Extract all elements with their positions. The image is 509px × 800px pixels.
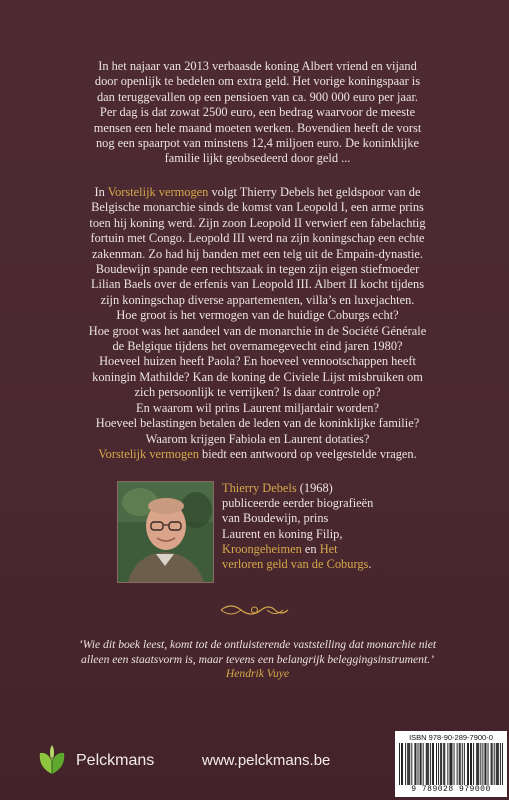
publisher-name: Pelckmans [76,752,155,769]
barcode-bar [491,743,492,785]
body-line: zich persoonlijk te verrijken? Is daar controle op? [134,385,381,400]
author-and: en [301,541,320,556]
author-bio [222,481,422,572]
barcode-bar [408,743,409,785]
barcode-bar [498,743,499,785]
barcode-bar [432,743,433,785]
barcode-bar [427,743,428,785]
intro-line: familie lijkt geobsedeerd door geld ... [164,151,351,166]
barcode-bar [476,743,477,785]
barcode-digits: 9 789028 979000 [411,785,491,794]
author-photo [117,481,214,583]
barcode-bar [482,743,483,785]
body-line: Hoe groot was het aandeel van de monarchie in de Société Générale [88,323,427,338]
barcode-bar [449,743,450,785]
barcode-bar [402,743,403,785]
review-quote [60,638,455,682]
body-line: toen hij koning werd. Zijn zoon Leopold II verwierf een fabelachtig [89,215,426,230]
author-line [222,481,422,496]
barcode-bar [459,743,460,785]
barcode-bar [494,743,495,785]
intro-line: In het najaar van 2013 verbaasde koning Albert vriend en vijand [98,59,417,73]
isbn-barcode-box [395,731,507,797]
author-year: (1968) [296,481,333,495]
barcode-bar [441,743,442,785]
barcode-bar [470,743,471,785]
body-line: En waarom wil prins Laurent miljardair worden? [136,400,379,415]
barcode-bar [496,743,497,785]
quote-line: ‘Wie dit boek leest, komt tot de ontluisterende vaststelling dat monarchie niet [78,638,437,651]
barcode-icon [399,743,503,785]
barcode-bar [502,743,503,785]
flourish-ornament-icon [217,599,292,621]
barcode-bar [409,743,410,785]
barcode-bar [480,743,481,785]
barcode-bar [428,743,429,785]
barcode-bar [421,743,422,785]
body-in: In [94,185,108,199]
barcode-bar [488,743,489,785]
barcode-bar [473,743,474,785]
barcode-bar [471,743,472,785]
barcode-bar [433,743,434,785]
barcode-bar [440,743,441,785]
barcode-bar [478,743,479,785]
author-line: Laurent en koning Filip, [222,526,343,541]
barcode-bar [407,743,408,785]
quote-line: alleen een staatsvorm is, maar tevens een belangrijk beleggingsinstrument.’ [81,652,434,666]
intro-line: door openlijk te bedelen om extra geld. Het vorige koningspaar is [94,74,421,89]
author-line: van Boudewijn, prins [222,511,329,526]
quote-attribution: Hendrik Vuye [225,667,290,681]
barcode-bar [444,743,445,785]
body-line: fortuin met Congo. Leopold III werd na zijn koningschap een echte [90,231,425,246]
body-line: Belgische monarchie sinds de komst van Leopold I, een arme prins [91,200,424,215]
barcode-bar [462,743,463,785]
isbn-label: ISBN 978-90-289-7900-0 [409,733,493,742]
body-line: Boudewijn spande een rechtszaak in tegen zijn eigen stiefmoeder [95,262,420,277]
barcode-bar [447,743,448,785]
body-line: de Belgique tijdens het overnamegevecht eind jaren 1980? [112,339,403,354]
body-line: koningin Mathilde? Kan de koning de Civiele Lijst misbruiken om [92,369,423,384]
book-verloren-geld-part2: verloren geld van de Coburgs [222,557,369,572]
barcode-bar [464,743,465,785]
barcode-bar [414,743,415,785]
barcode-bar [443,743,444,785]
barcode-bar [497,743,498,785]
body-line: Hoeveel belastingen betalen de leden van de koninklijke familie? [95,416,420,431]
closing-rest: biedt een antwoord op veelgestelde vragen. [198,446,417,461]
book-title: Vorstelijk vermogen [107,185,209,199]
barcode-bar [484,743,485,785]
barcode-bar [399,743,400,785]
author-line [222,557,422,572]
body-line: zijn koningschap diverse appartementen, villa’s en luxejachten. [100,292,415,307]
barcode-bar [500,743,501,785]
barcode-bar [420,743,421,785]
publisher-website: www.pelckmans.be [202,752,331,769]
pelckmans-leaf-logo-icon [35,743,69,777]
book-kroongeheimen: Kroongeheimen [222,541,302,556]
barcode-bar [411,743,412,785]
barcode-bar [452,743,453,785]
intro-line: nog een spaarpot van minstens 12,4 miljoen euro. De koninklijke [95,136,420,151]
intro-paragraph [60,59,455,167]
barcode-bar [423,743,424,785]
barcode-bar [430,743,431,785]
body-line: zakenman. Zo had hij banden met een telg uit de Empain-dynastie. [92,246,423,261]
intro-line: Per dag is dat zowat 2500 euro, een bedrag waarvoor de meeste [99,105,416,120]
barcode-bar [467,743,468,785]
author-portrait-icon [118,482,213,582]
body-line [60,185,455,200]
barcode-bar [418,743,419,785]
barcode-bar [454,743,455,785]
body-line: Hoe groot is het vermogen van de huidige Coburgs echt? [116,308,399,323]
barcode-bar [486,743,487,785]
body-paragraph [60,185,455,462]
barcode-bar [460,743,461,785]
barcode-bar [426,743,427,785]
barcode-bar [492,743,493,785]
barcode-bar [415,743,416,785]
author-line [222,542,422,557]
author-end: . [368,557,372,572]
author-line: publiceerde eerder biografieën [222,496,374,511]
barcode-bar [405,743,406,785]
barcode-bar [477,743,478,785]
book-verloren-geld-part1: Het [319,541,338,556]
barcode-bar [468,743,469,785]
barcode-bar [450,743,451,785]
body-line [60,447,455,462]
body-line: Lilian Baels over de erfenis van Leopold III. Albert II kocht tijdens [90,277,425,292]
barcode-bar [401,743,402,785]
body-line: Waarom krijgen Fabiola en Laurent dotaties? [145,431,370,446]
body-line: Hoeveel huizen heeft Paola? En hoeveel vennootschappen heeft [99,354,416,369]
body-line-rest: volgt Thierry Debels het geldspoor van de [208,185,421,199]
barcode-bar [457,743,458,785]
barcode-bar [436,743,437,785]
barcode-bar [438,743,439,785]
author-name: Thierry Debels [222,481,297,495]
book-title-closing: Vorstelijk vermogen [98,446,199,461]
intro-line: mensen een hele maand moeten werken. Bovendien heeft de vorst [93,120,422,135]
intro-line: dan teruggevallen op een pensioen van ca. 900 000 euro per jaar. [96,89,418,104]
